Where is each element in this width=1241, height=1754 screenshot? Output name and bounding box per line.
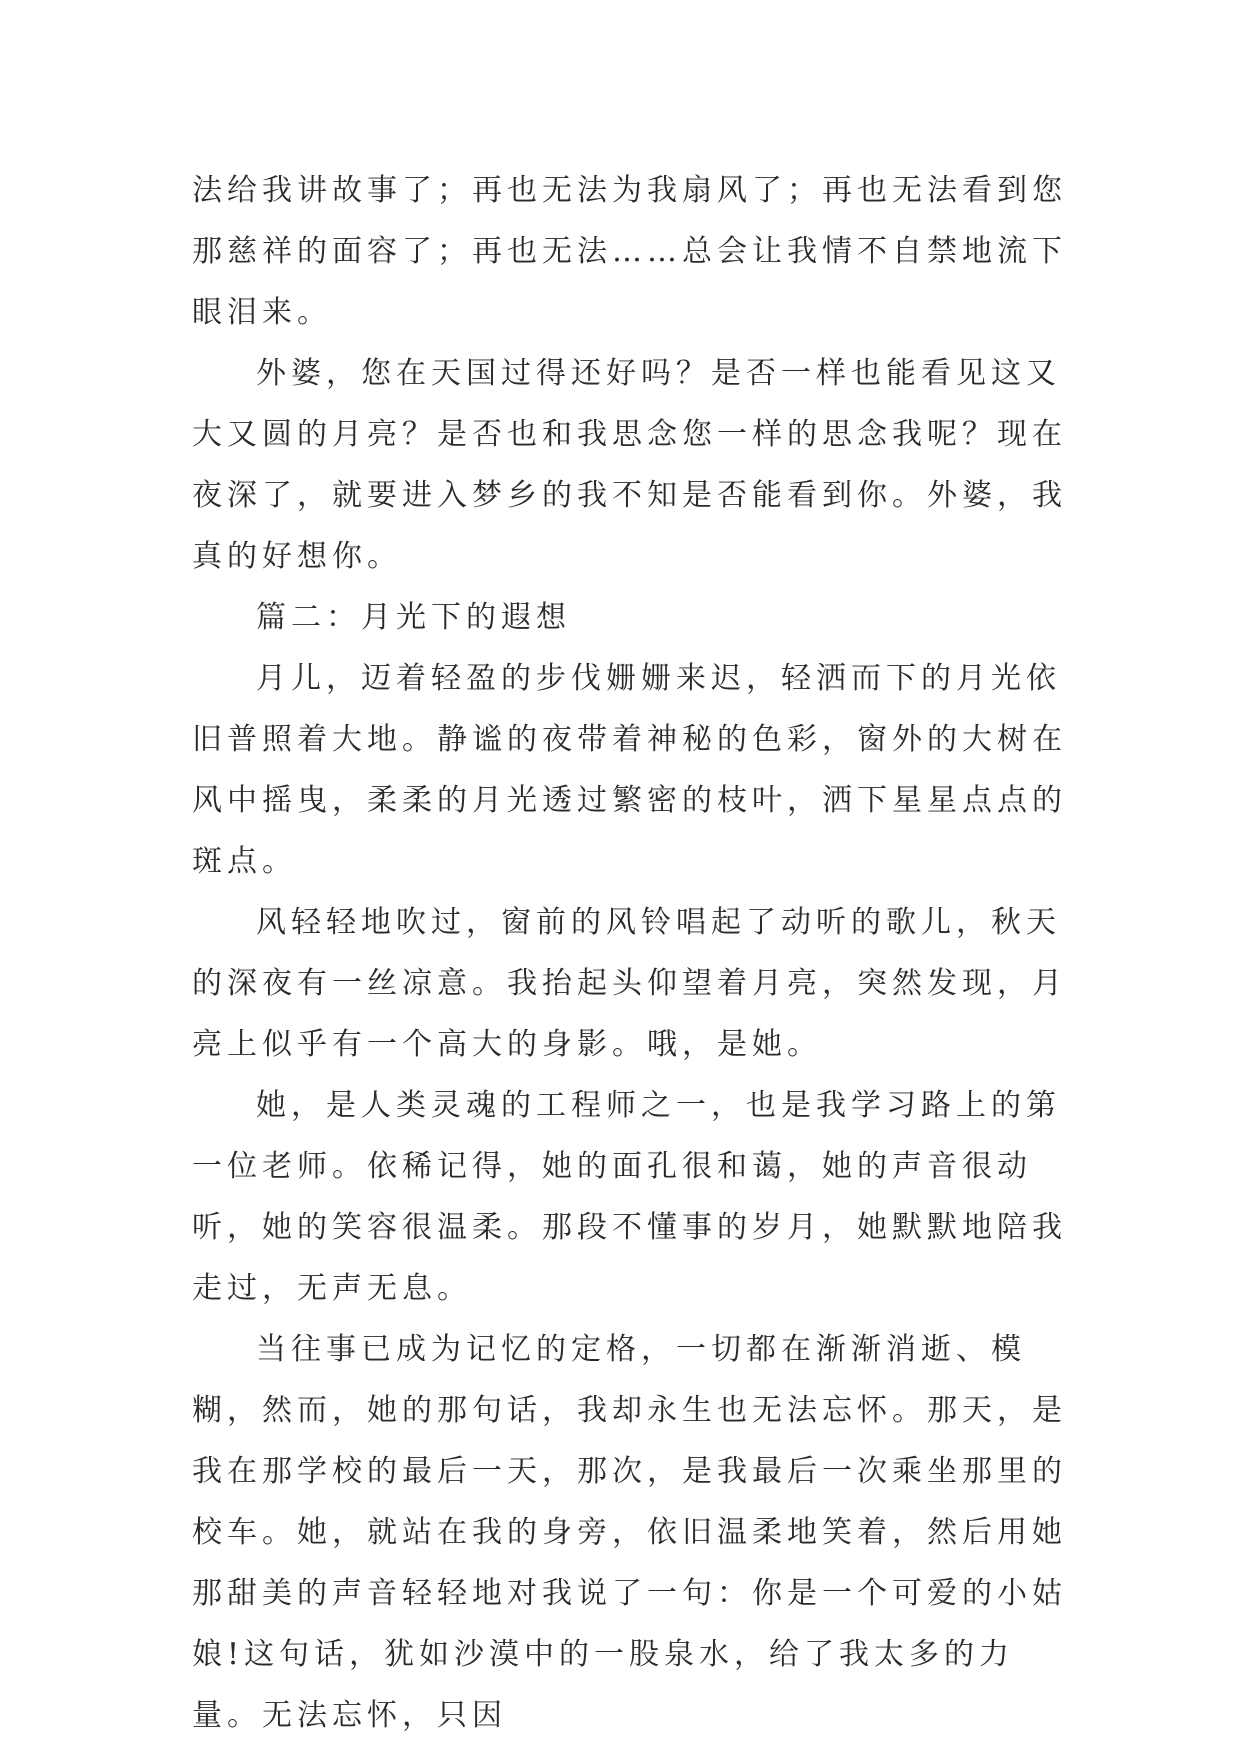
section-heading: 篇二：月光下的遐想	[256, 600, 571, 635]
document-body	[192, 160, 1072, 1746]
paragraph-6: 当往事已成为记忆的定格，一切都在渐渐消逝、模糊，然而，她的那句话，我却永生也无法忘怀。那天，是我在那学校的最后一天，那次，是我最后一次乘坐那里的校车。她，就站在我的身旁，依旧温柔地笑着，然后用她那甜美的声音轻轻地对我说了一句：你是一个可爱的小姑娘!这句话，犹如沙漠中的一股泉水，给了我太多的力量。无法忘怀，只因	[192, 1332, 1067, 1733]
paragraph-4: 风轻轻地吹过，窗前的风铃唱起了动听的歌儿，秋天的深夜有一丝凉意。我抬起头仰望着月亮，突然发现，月亮上似乎有一个高大的身影。哦，是她。	[192, 905, 1067, 1062]
paragraph-2: 外婆，您在天国过得还好吗？是否一样也能看见这又大又圆的月亮？是否也和我思念您一样的思念我呢？现在夜深了，就要进入梦乡的我不知是否能看到你。外婆，我真的好想你。	[192, 356, 1067, 574]
paragraph-5: 她，是人类灵魂的工程师之一，也是我学习路上的第一位老师。依稀记得，她的面孔很和蔼，她的声音很动听，她的笑容很温柔。那段不懂事的岁月，她默默地陪我走过，无声无息。	[192, 1088, 1067, 1306]
paragraph-1: 法给我讲故事了；再也无法为我扇风了；再也无法看到您那慈祥的面容了；再也无法……总会让我情不自禁地流下眼泪来。	[192, 173, 1067, 330]
paragraph-3: 月儿，迈着轻盈的步伐姗姗来迟，轻洒而下的月光依旧普照着大地。静谧的夜带着神秘的色彩，窗外的大树在风中摇曳，柔柔的月光透过繁密的枝叶，洒下星星点点的斑点。	[192, 661, 1067, 879]
